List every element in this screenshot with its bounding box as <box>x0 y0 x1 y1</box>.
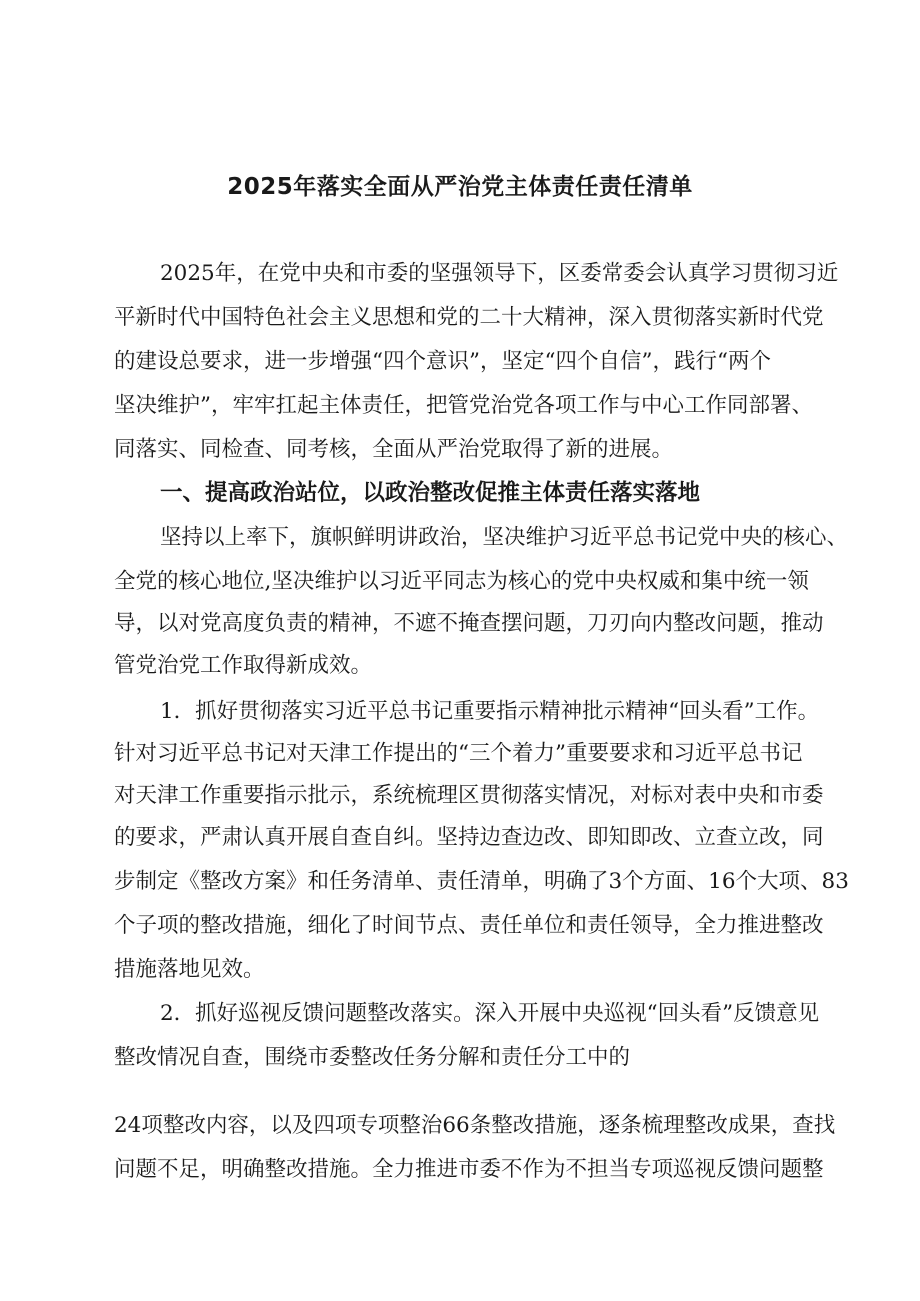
section-1-line-3: 导，以对党高度负责的精神，不遮不掩查摆问题，刀刃向内整改问题，推动 <box>114 611 824 636</box>
intro-line-2: 平新时代中国特色社会主义思想和党的二十大精神，深入贯彻落实新时代党 <box>114 305 824 330</box>
section-1-line-1: 坚持以上率下，旗帜鲜明讲政治，坚决维护习近平总书记党中央的核心、 <box>160 525 849 550</box>
item-2-line-2: 整改情况自查，围绕市委整改任务分解和责任分工中的 <box>114 1045 631 1070</box>
section-1-line-4: 管党治党工作取得新成效。 <box>114 653 373 678</box>
continuation-line-2: 问题不足，明确整改措施。全力推进市委不作为不担当专项巡视反馈问题整 <box>114 1157 824 1182</box>
intro-line-1: 2025年，在党中央和市委的坚强领导下，区委常委会认真学习贯彻习近 <box>160 261 839 286</box>
item-1-line-4: 的要求，严肃认真开展自查自纠。坚持边查边改、即知即改、立查立改，同 <box>114 825 824 850</box>
item-1-line-2: 针对习近平总书记对天津工作提出的“三个着力”重要要求和习近平总书记 <box>114 741 803 766</box>
intro-line-4: 坚决维护”，牢牢扛起主体责任，把管党治党各项工作与中心工作同部署、 <box>114 393 813 418</box>
item-1-line-3: 对天津工作重要指示批示，系统梳理区贯彻落实情况，对标对表中央和市委 <box>114 783 824 808</box>
document-title: 2025年落实全面从严治党主体责任责任清单 <box>227 174 693 200</box>
section-1-line-2: 全党的核心地位,坚决维护以习近平同志为核心的党中央权威和集中统一领 <box>114 569 809 594</box>
item-1-line-7: 措施落地见效。 <box>114 957 265 982</box>
item-2-line-1: 2．抓好巡视反馈问题整改落实。深入开展中央巡视“回头看”反馈意见 <box>160 1001 820 1026</box>
intro-line-3: 的建设总要求，进一步增强“四个意识”，坚定“四个自信”，践行“两个 <box>114 349 771 374</box>
item-1-line-6: 个子项的整改措施，细化了时间节点、责任单位和责任领导，全力推进整改 <box>114 913 824 938</box>
continuation-line-1: 24项整改内容，以及四项专项整治66条整改措施，逐条梳理整改成果，查找 <box>114 1113 836 1138</box>
section-1-heading: 一、提高政治站位，以政治整改促推主体责任落实落地 <box>160 480 701 506</box>
item-1-line-5: 步制定《整改方案》和任务清单、责任清单，明确了3个方面、16个大项、83 <box>114 869 849 894</box>
intro-line-5: 同落实、同检查、同考核，全面从严治党取得了新的进展。 <box>114 437 674 462</box>
item-1-line-1: 1．抓好贯彻落实习近平总书记重要指示精神批示精神“回头看”工作。 <box>160 699 820 724</box>
